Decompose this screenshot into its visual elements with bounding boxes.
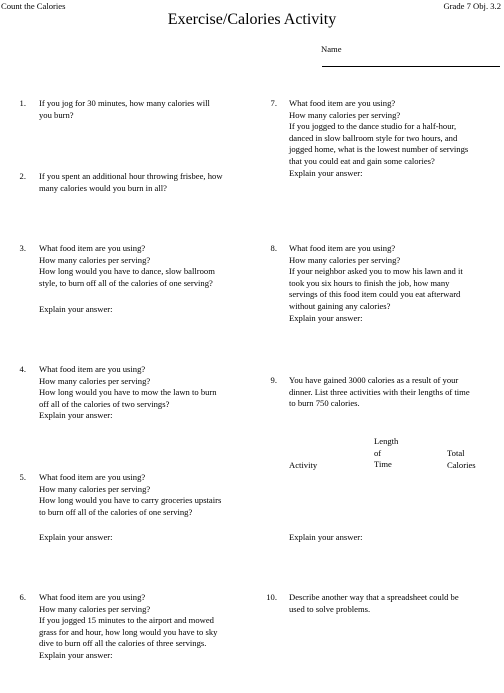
- worksheet-subject: Count the Calories: [1, 1, 66, 11]
- question-8-text: What food item are you using? How many calories per serving? If your neighbor asked you to mow his lawn and it took you six hours to finish the job, how many servings of this food item could you eat afterward without gaining any calories? Explain your answer:: [289, 243, 463, 323]
- question-1-text: If you jog for 30 minutes, how many calories will you burn?: [39, 98, 210, 120]
- question-1-number: 1.: [19, 98, 26, 108]
- question-9-text: You have gained 3000 calories as a result of your dinner. List three activities with their lengths of time to burn 750 calories.: [289, 375, 470, 409]
- question-4-number: 4.: [19, 364, 26, 374]
- question-5-number: 5.: [19, 472, 26, 482]
- page-title: Exercise/Calories Activity: [167, 11, 337, 28]
- grade-objective: Grade 7 Obj. 3.2: [443, 1, 501, 11]
- column-length-of-time: Length of Time: [374, 436, 399, 470]
- question-9-explain: Explain your answer:: [289, 532, 363, 542]
- question-8-number: 8.: [270, 243, 277, 253]
- name-blank-line[interactable]: [322, 57, 500, 67]
- activity-table-header: [289, 436, 501, 472]
- question-3-explain: Explain your answer:: [39, 304, 113, 314]
- question-6-number: 6.: [19, 592, 26, 602]
- question-10-text: Describe another way that a spreadsheet could be used to solve problems.: [289, 592, 459, 614]
- question-3-number: 3.: [19, 243, 26, 253]
- question-2-text: If you spent an additional hour throwing frisbee, how many calories would you burn in all?: [39, 171, 223, 193]
- question-5-text: What food item are you using? How many calories per serving? How long would you have to carry groceries upstairs to burn off all of the calories of one serving?: [39, 472, 222, 517]
- question-5-explain: Explain your answer:: [39, 532, 113, 542]
- question-4-text: What food item are you using? How many calories per serving? How long would you have to mow the lawn to burn off all of the calories of two servings? Explain your answer:: [39, 364, 217, 421]
- question-10-number: 10.: [266, 592, 277, 602]
- question-3-text: What food item are you using? How many calories per serving? How long would you have to dance, slow ballroom style, to burn off all of the calories of one serving?: [39, 243, 215, 288]
- question-7-text: What food item are you using? How many calories per serving? If you jogged to the dance studio for a half-hour, danced in slow ballroom style for two hours, and jogged home, what is the lowest number of servings that you could eat and gain some calories? Explain your answer:: [289, 98, 469, 178]
- name-field[interactable]: [321, 44, 504, 67]
- question-9-number: 9.: [270, 375, 277, 385]
- column-activity: Activity: [289, 460, 318, 470]
- question-7-number: 7.: [270, 98, 277, 108]
- name-label: Name: [321, 44, 342, 54]
- question-2-number: 2.: [19, 171, 26, 181]
- column-total-calories: Total Calories: [447, 448, 476, 470]
- question-6-text: What food item are you using? How many calories per serving? If you jogged 15 minutes to the airport and mowed grass for and hour, how long would you have to sky dive to burn off all the calories of three servings. Explain your answer:: [39, 592, 218, 660]
